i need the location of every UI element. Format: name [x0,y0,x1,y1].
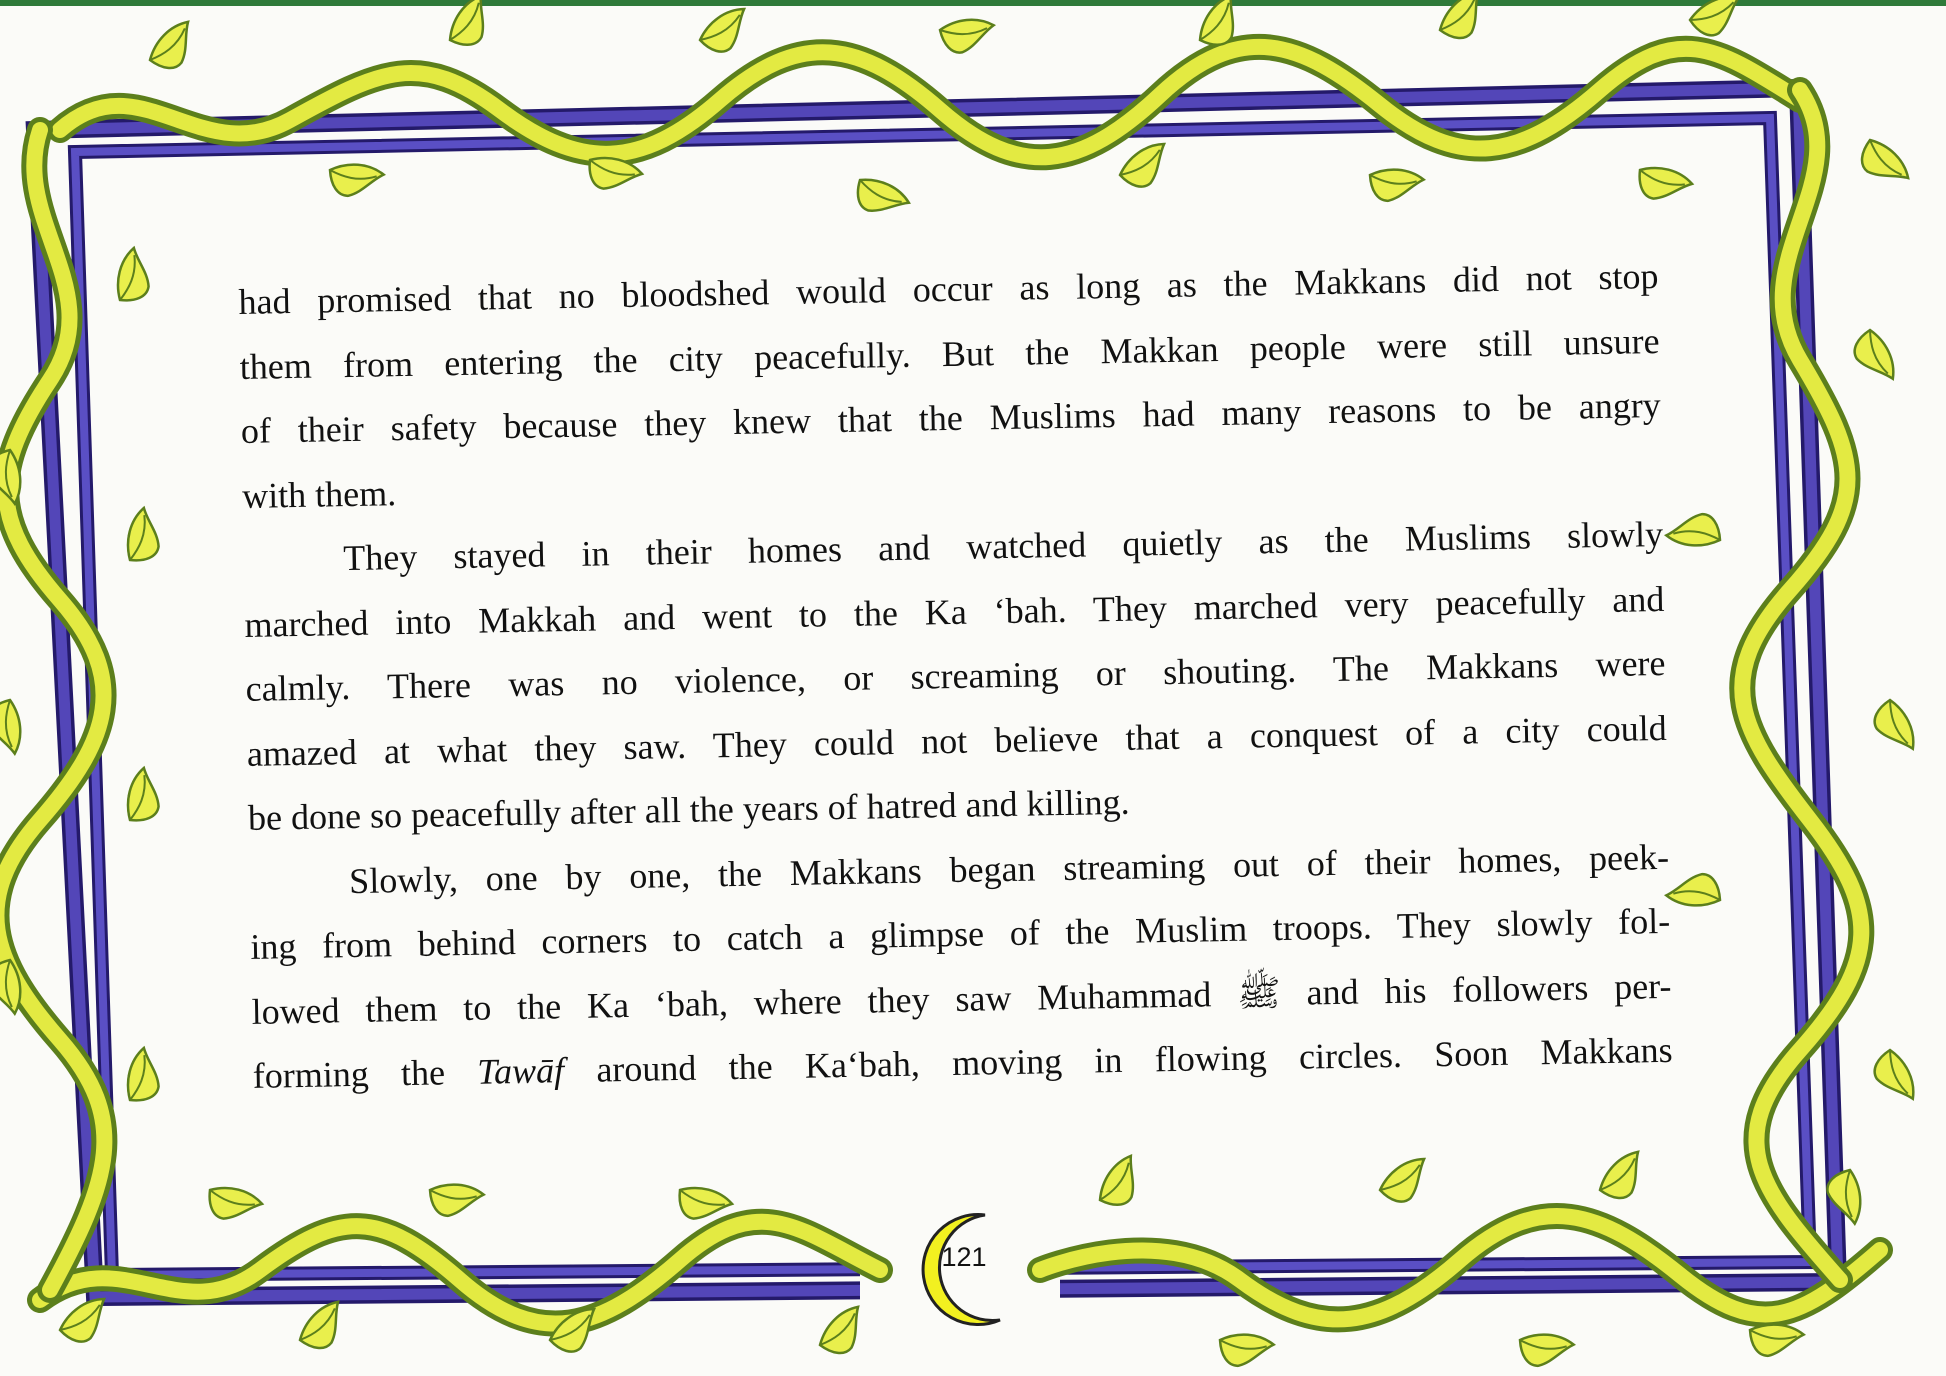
text-line: Slowly, one by one, the Makkans began streaming out of their homes, peek- [348,836,1670,901]
paragraph [238,244,1662,528]
text-line: They stayed in their homes and watched quietly as the Muslims slowly [342,513,1664,579]
text-line: them from entering the city peacefully. But the Makkan people were still unsure [239,320,1660,387]
text-line: forming the Tawāf around the Ka‘bah, moving in flowing circles. Soon Makkans [252,1029,1673,1096]
text-line: amazed at what they saw. They could not believe that a conquest of a city could [246,707,1667,774]
page-number: 121 [941,1242,987,1272]
text-line: with them. [241,472,397,516]
text-line: calmly. There was no violence, or screaming or shouting. The Makkans were [245,642,1666,709]
text-line: be done so peacefully after all the years of hatred and killing. [247,781,1130,838]
paragraph [249,824,1673,1108]
text-line: ing from behind corners to catch a glimpse of the Muslim troops. They slowly fol- [250,900,1671,967]
text-line: of their safety because they knew that the Muslims had many reasons to be angry [240,384,1662,451]
page-body-text [238,244,1673,1108]
paragraph [243,502,1669,850]
text-line: had promised that no bloodshed would occur as long as the Makkans did not stop [238,255,1659,322]
text-line: lowed them to the Ka ‘bah, where they saw Muhammad ﷺ and his followers per- [251,965,1672,1032]
text-line: marched into Makkah and went to the Ka ‘bah. They marched very peacefully and [244,578,1665,645]
